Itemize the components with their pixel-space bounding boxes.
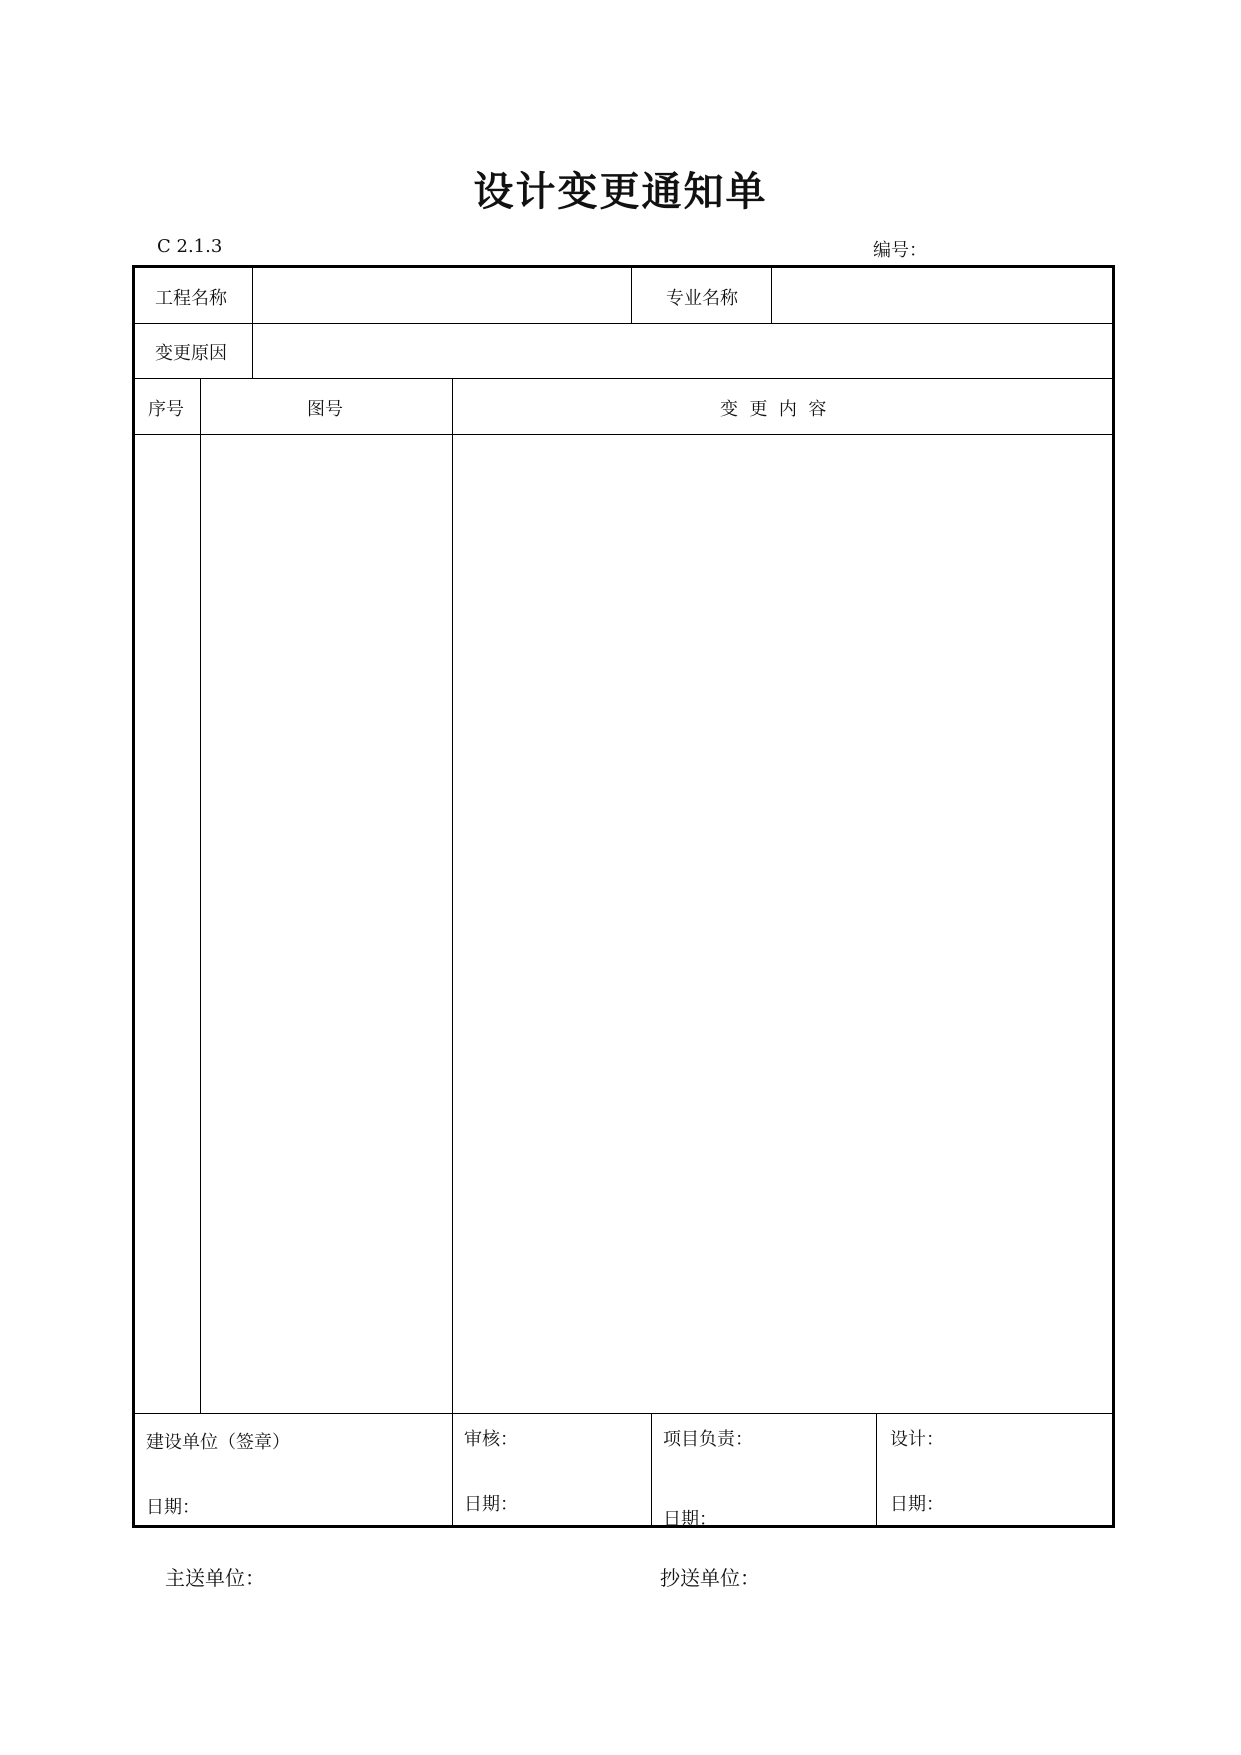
owner-signature-label: 建设单位（签章） xyxy=(146,1432,290,1453)
form-code: C 2.1.3 xyxy=(157,236,223,257)
change-reason-field[interactable] xyxy=(253,323,1112,378)
main-recipient-label: 主送单位： xyxy=(165,1566,265,1590)
col-divider-sign-a xyxy=(452,1413,453,1525)
serial-number-label: 编号： xyxy=(873,240,927,261)
drawing-no-column-body[interactable] xyxy=(201,435,452,1413)
discipline-field[interactable] xyxy=(772,268,1112,323)
discipline-label: 专业名称 xyxy=(666,288,738,309)
col-divider-sign-c xyxy=(876,1413,877,1525)
pm-label: 项目负责： xyxy=(663,1429,753,1450)
owner-date-label: 日期： xyxy=(146,1497,200,1518)
row-divider-4 xyxy=(135,1413,1112,1414)
drawing-no-column-header: 图号 xyxy=(307,399,343,420)
page-title: 设计变更通知单 xyxy=(473,168,768,215)
content-column-header: 变 更 内 容 xyxy=(720,399,827,420)
col-divider-sign-b xyxy=(651,1413,652,1525)
cc-recipient-label: 抄送单位： xyxy=(660,1566,760,1590)
seq-column-body[interactable] xyxy=(135,435,200,1413)
seq-column-header: 序号 xyxy=(148,399,184,420)
change-content-body[interactable] xyxy=(453,435,1112,1413)
project-name-field[interactable] xyxy=(253,268,631,323)
design-label: 设计： xyxy=(890,1429,944,1450)
col-divider-r1-b xyxy=(631,268,632,323)
pm-date-label: 日期： xyxy=(663,1509,717,1530)
change-notice-form xyxy=(132,265,1115,1528)
change-reason-label: 变更原因 xyxy=(155,343,227,364)
review-date-label: 日期： xyxy=(464,1494,518,1515)
project-name-label: 工程名称 xyxy=(155,288,227,309)
design-date-label: 日期： xyxy=(890,1494,944,1515)
review-label: 审核： xyxy=(464,1429,518,1450)
row-divider-2 xyxy=(135,378,1112,379)
